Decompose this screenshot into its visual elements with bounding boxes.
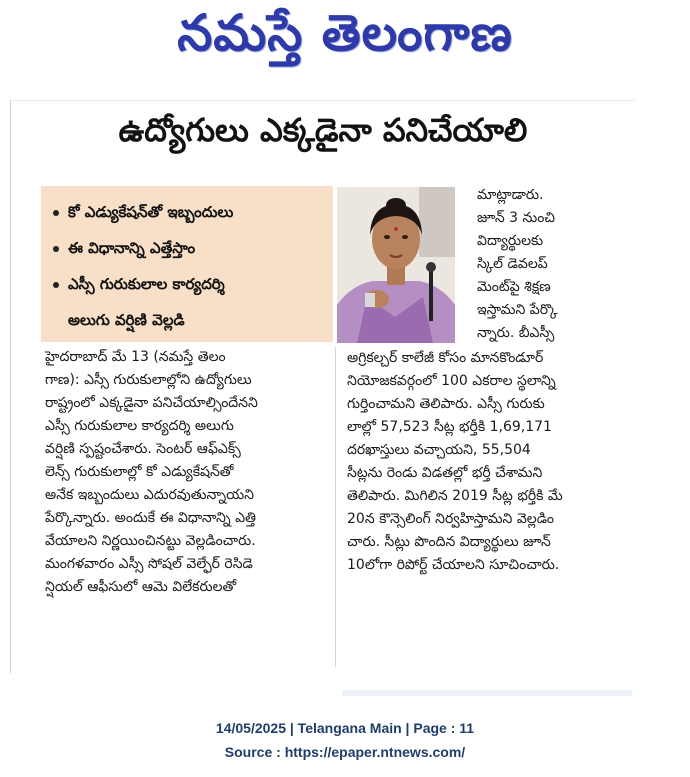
masthead-title: నమస్తే తెలంగాణ bbox=[177, 3, 513, 62]
text-line: పేర్కొన్నారు. అందుకే ఈ విధానాన్ని ఎత్తి bbox=[45, 510, 256, 526]
text-line: మాట్లాడారు. bbox=[477, 187, 544, 203]
bullet-dot-icon bbox=[53, 246, 59, 252]
column-left bbox=[45, 346, 258, 599]
text-line: మంగళవారం ఎస్సీ సోషల్ వెల్ఫేర్ రెసిడె bbox=[45, 556, 253, 572]
text-line: మెంట్‌పై శిక్షణ bbox=[477, 279, 551, 295]
page-footer bbox=[0, 716, 690, 764]
text-line: రాష్ట్రంలో ఎక్కడైనా పనిచేయాల్సిందేనని bbox=[45, 395, 258, 411]
masthead bbox=[0, 0, 690, 78]
text-line: అగ్రికల్చర్ కాలేజీ కోసం మానకొండూర్ bbox=[347, 350, 544, 366]
highlight-item: కో ఎడ్యుకేషన్‌తో ఇబ్బందులు bbox=[53, 194, 333, 230]
text-line: దరఖాస్తులు వచ్చాయని, 55,504 bbox=[347, 442, 531, 458]
decorative-strip bbox=[342, 690, 632, 696]
source-link[interactable]: Source : https://epaper.ntnews.com/ bbox=[224, 744, 466, 760]
text-line: న్షియల్ ఆఫీసులో ఆమె విలేకరులతో bbox=[45, 579, 237, 595]
text-line: స్కిల్ డెవలప్ bbox=[477, 256, 548, 272]
column-right-top bbox=[477, 184, 558, 345]
highlights-box bbox=[41, 186, 333, 342]
text-line: గుర్తించామని తెలిపారు. ఎస్సీ గురుకు bbox=[347, 396, 545, 412]
text-line: 10లోగా రిపోర్ట్ చేయాలని సూచించారు. bbox=[347, 557, 560, 573]
text-line: ఇస్తామని పేర్కొ bbox=[477, 302, 558, 318]
text-line: ఎస్సీ గురుకులాల కార్యదర్శి అలుగు bbox=[45, 418, 234, 434]
publication-info: 14/05/2025 | Telangana Main | Page : 11 bbox=[215, 720, 475, 736]
text-line: సీట్లను రెండు విడతల్లో భర్తీ చేశామని bbox=[347, 465, 543, 481]
text-line: వేయాలని నిర్ణయించినట్టు వెల్లడించారు. bbox=[45, 533, 256, 549]
text-line: నియోజకవర్గంలో 100 ఎకరాల స్థలాన్ని bbox=[347, 373, 556, 389]
text-line: అనేక ఇబ్బందులు ఎదురవుతున్నాయని bbox=[45, 487, 254, 503]
article-headline: ఉద్యోగులు ఎక్కడైనా పనిచేయాలి bbox=[118, 111, 528, 149]
highlight-item: ఎస్సీ గురుకులాల కార్యదర్శి bbox=[53, 266, 333, 302]
text-line: గాణ): ఎస్సీ గురుకులాల్లోని ఉద్యోగులు bbox=[45, 372, 252, 388]
text-line: వర్షిణి స్పష్టంచేశారు. సెంటర్ ఆఫ్‌ఎక్స్ bbox=[45, 441, 241, 457]
text-line: తెలిపారు. మిగిలిన 2019 సీట్ల భర్తీకి మే bbox=[347, 488, 563, 504]
portrait-image bbox=[337, 187, 455, 343]
article-clipping bbox=[10, 100, 635, 673]
person-photo bbox=[337, 187, 455, 343]
text-line: లెన్స్ గురుకులాల్లో కో ఎడ్యుకేషన్‌తో bbox=[45, 464, 234, 480]
text-line: న్నారు. బీఎస్సీ bbox=[477, 325, 555, 341]
highlight-item-continuation: అలుగు వర్షిణి వెల్లడి bbox=[68, 311, 185, 329]
bullet-dot-icon bbox=[53, 210, 59, 216]
text-line: హైదరాబాద్ మే 13 (నమస్తే తెలం bbox=[45, 349, 226, 365]
text-line: లాల్లో 57,523 సీట్ల భర్తీకి 1,69,171 bbox=[347, 419, 552, 435]
column-right bbox=[347, 347, 563, 577]
text-line: జూన్ 3 నుంచి bbox=[477, 210, 556, 226]
text-line: 20న కౌన్సెలింగ్ నిర్వహిస్తామని వెల్లడిం bbox=[347, 511, 554, 527]
text-line: చారు. సీట్లు పొందిన విద్యార్థులు జూన్ bbox=[347, 534, 551, 550]
text-line: విద్యార్థులకు bbox=[477, 233, 544, 249]
bullet-dot-icon bbox=[53, 282, 59, 288]
highlight-item: ఈ విధానాన్ని ఎత్తేస్తాం bbox=[53, 230, 333, 266]
column-divider bbox=[335, 347, 336, 667]
